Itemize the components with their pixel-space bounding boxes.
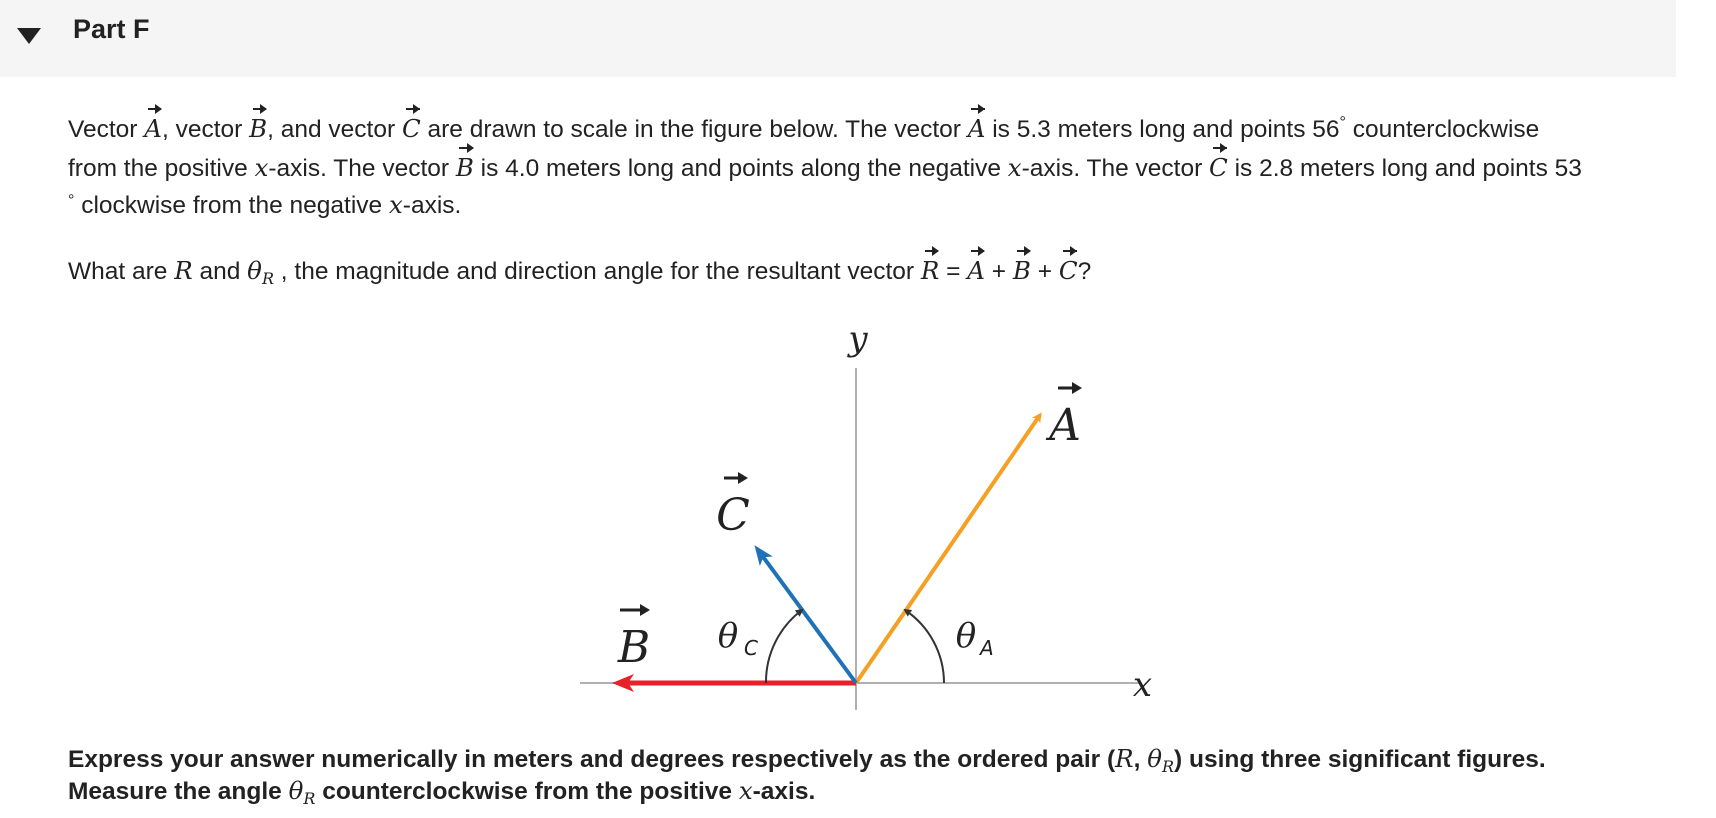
x-axis-label: x [1132,665,1152,705]
vector-a-symbol: A [144,114,162,143]
svg-text:θ: θ [717,616,739,656]
question-text: What are R and $\theta_R$ , the magnitude and direction angle for the resultant vector R = A + B + C? [68,256,1092,288]
svg-text:C: C [744,636,758,660]
part-title: Part F [73,14,150,44]
instructions-line-1: Express your answer numerically in meters and degrees respectively as the ordered pair (R, $\theta_R$) using three significant figures. [68,744,1546,776]
theta-a-label [956,616,994,660]
vector-b-symbol: B [455,153,474,182]
vector-c-label [716,472,750,541]
vector-b-label [617,604,650,673]
vector-a-symbol: A [967,114,986,143]
vector-c-symbol: C [1209,153,1228,182]
problem-line-3: ° clockwise from the negative x-axis. [68,190,462,219]
instructions-line-2: Measure the angle $\theta_R$ counterclockwise from the positive x-axis. [68,776,816,808]
vector-c-symbol: C [1058,256,1078,285]
problem-line-2: from the positive x-axis. The vector B is 4.0 meters long and points along the negative x-axis. The vector C is 2.8 meters long and points 53 [68,153,1582,182]
part-header[interactable] [0,0,1676,77]
svg-text:A: A [1049,400,1081,451]
vector-c-symbol: C [401,114,421,143]
caret-down-icon[interactable] [14,24,44,48]
vector-diagram [570,320,1150,715]
svg-text:A: A [980,636,994,660]
vector-b-symbol: B [249,114,268,143]
svg-text:θ: θ [955,616,977,656]
svg-text:B: B [617,622,651,673]
theta-a-arc [905,610,944,683]
theta-c-arc [766,610,802,683]
y-axis-label: y [848,319,868,359]
vector-a-symbol: A [967,256,985,285]
theta-c-label [718,616,758,660]
vector-a-arrow [856,415,1040,683]
vector-a-label [1045,382,1082,451]
problem-line-1: Vector A, vector B, and vector C are drawn to scale in the figure below. The vector A is 5.3 meters long and points 56° counterclockwise [68,114,1540,143]
vector-b-symbol: B [1012,256,1031,285]
vector-c-arrow [758,550,856,683]
svg-text:C: C [716,490,750,541]
vector-r-symbol: R [920,256,940,285]
